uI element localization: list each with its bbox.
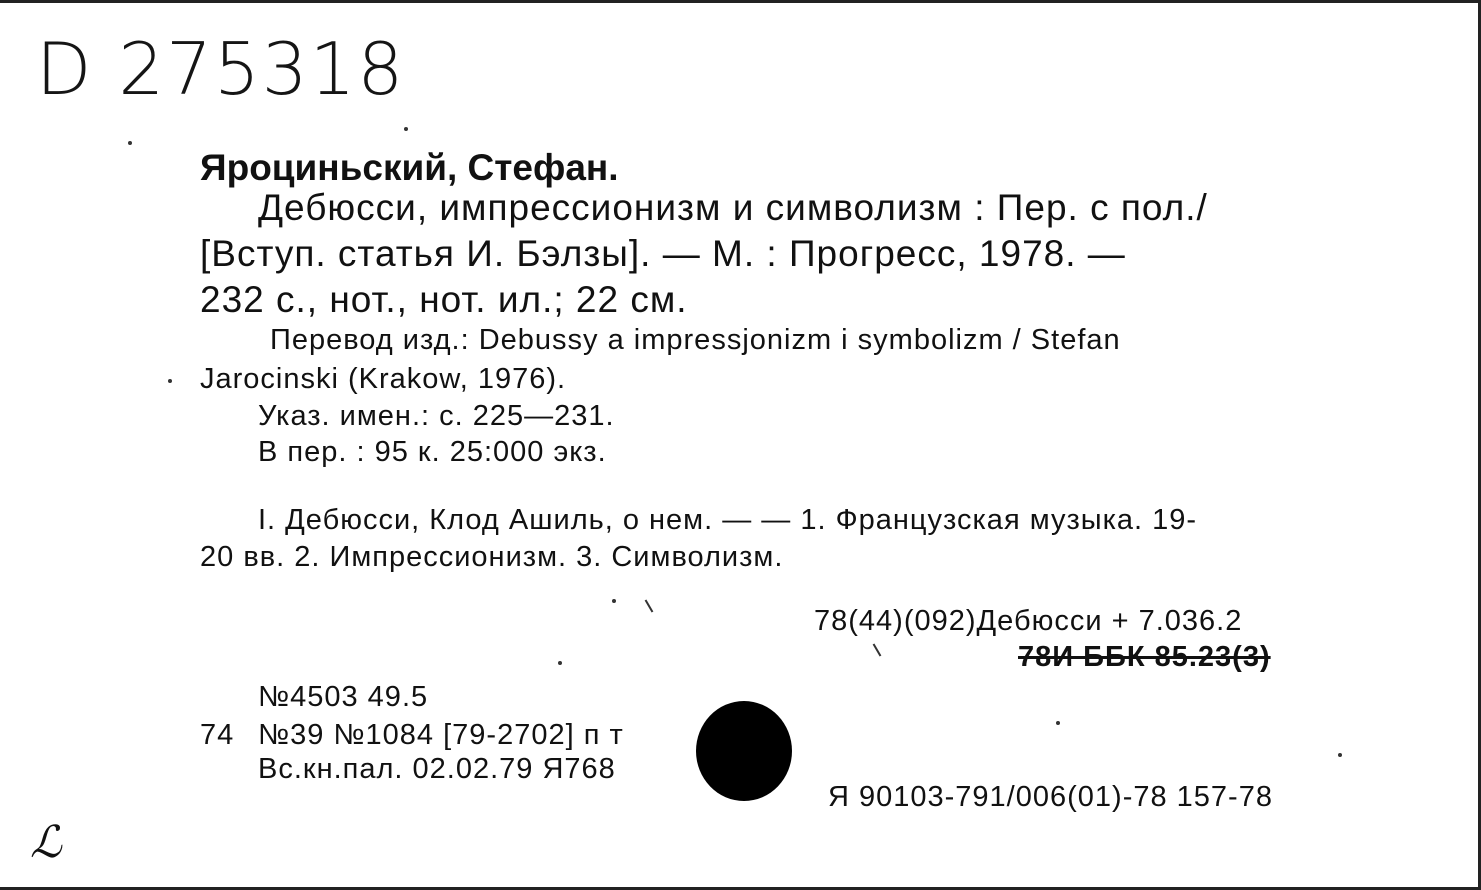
bottom-code-line-1: №4503 49.5 bbox=[258, 681, 429, 713]
note-translation-line-2: Jarocinski (Krakow, 1976). bbox=[200, 363, 567, 395]
bottom-code-line-3: Вс.кн.пал. 02.02.79 Я768 bbox=[258, 753, 616, 785]
title-line-3: 232 с., нот., нот. ил.; 22 см. bbox=[200, 279, 688, 320]
speck bbox=[873, 643, 882, 656]
speck bbox=[612, 599, 616, 603]
speck bbox=[1338, 753, 1342, 757]
subjects-line-1: I. Дебюсси, Клод Ашиль, о нем. — — 1. Французская музыка. 19- bbox=[258, 504, 1198, 536]
note-price: В пер. : 95 к. 25:000 экз. bbox=[258, 436, 607, 468]
title-line-2: [Вступ. статья И. Бэлзы]. — М. : Прогресс, 1978. — bbox=[200, 233, 1126, 274]
bbk-code-struck: 78И ББК 85.23(3) bbox=[1018, 641, 1271, 673]
bottom-code-prefix: 74 bbox=[200, 719, 235, 751]
speck bbox=[1056, 721, 1060, 725]
speck bbox=[404, 127, 408, 131]
subjects-line-2: 20 вв. 2. Импрессионизм. 3. Символизм. bbox=[200, 541, 784, 573]
note-translation-line-1: Перевод изд.: Debussy a impressjonizm i symbolizm / Stefan bbox=[270, 324, 1121, 356]
speck bbox=[645, 599, 654, 612]
handwritten-call-number: D 275318 bbox=[36, 27, 406, 111]
author-heading: Яроциньский, Стефан. bbox=[200, 147, 619, 188]
classification-code: 78(44)(092)Дебюсси + 7.036.2 bbox=[814, 605, 1243, 637]
ink-blot bbox=[696, 701, 792, 801]
bottom-code-line-2: №39 №1084 [79-2702] п т bbox=[258, 719, 624, 751]
speck bbox=[168, 379, 172, 383]
handwritten-corner-mark: ℒ bbox=[30, 817, 62, 868]
note-index: Указ. имен.: с. 225—231. bbox=[258, 400, 615, 432]
speck bbox=[558, 661, 562, 665]
title-line-1: Дебюсси, импрессионизм и символизм : Пер. с пол./ bbox=[258, 187, 1208, 228]
speck bbox=[128, 141, 132, 145]
index-code: Я 90103-791/006(01)-78 157-78 bbox=[828, 781, 1273, 813]
